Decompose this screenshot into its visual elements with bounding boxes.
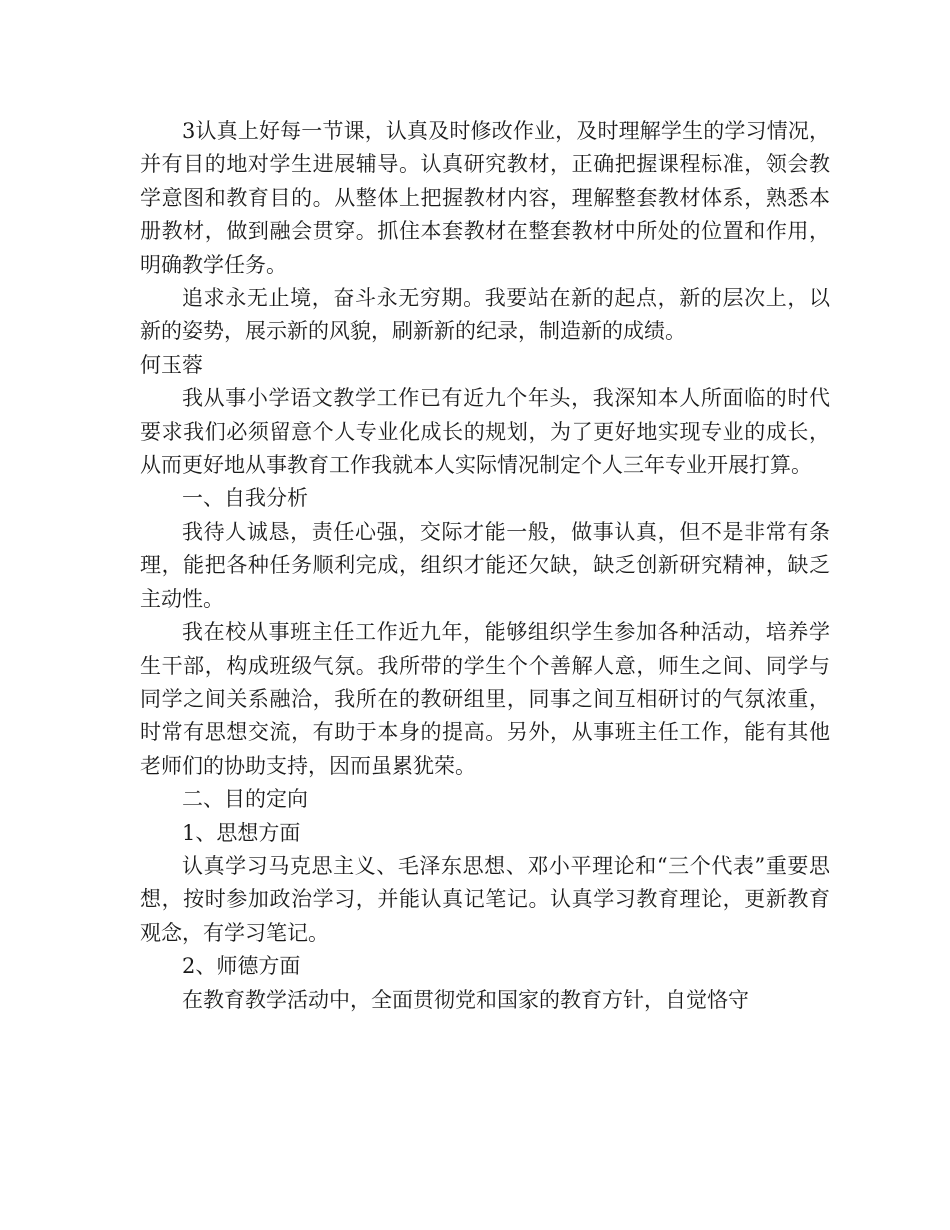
- paragraph-lesson-preparation: 3认真上好每一节课，认真及时修改作业，及时理解学生的学习情况，并有目的地对学生进展辅导。认真研究教材，正确把握课程标准，领会教学意图和教育目的。从整体上把握教材内容，理解整套教材体系，熟悉本册教材，做到融会贯穿。抓住本套教材在整套教材中所处的位置和作用，明确教学任务。: [140, 119, 830, 277]
- heading-teacher-ethics: 2、师德方面: [182, 954, 301, 979]
- paragraph-teacher-ethics: 在教育教学活动中，全面贯彻党和国家的教育方针，自觉恪守: [182, 987, 749, 1012]
- paragraph-personality: 我待人诚恳，责任心强，交际才能一般，做事认真，但不是非常有条理，能把各种任务顺利完成，组织才能还欠缺，缺乏创新研究精神，缺乏主动性。: [140, 519, 830, 611]
- paragraph-introduction: 我从事小学语文教学工作已有近九个年头，我深知本人所面临的时代要求我们必须留意个人专业化成长的规划，为了更好地实现专业的成长，从而更好地从事教育工作我就本人实际情况制定个人三年专业开展打算。: [140, 386, 830, 478]
- paragraph-class-teacher: 我在校从事班主任工作近九年，能够组织学生参加各种活动，培养学生干部，构成班级气氛。我所带的学生个个善解人意，师生之间、同学与同学之间关系融洽，我所在的教研组里，同事之间互相研讨的气氛浓重，时常有思想交流，有助于本身的提高。另外，从事班主任工作，能有其他老师们的协助支持，因而虽累犹荣。: [140, 620, 830, 778]
- paragraph-pursuit: 追求永无止境，奋斗永无穷期。我要站在新的起点，新的层次上，以新的姿势，展示新的风貌，刷新新的纪录，制造新的成绩。: [140, 286, 830, 344]
- heading-self-analysis: 一、自我分析: [182, 486, 308, 511]
- author-name: 何玉蓉: [140, 352, 203, 377]
- heading-goal-orientation: 二、目的定向: [182, 787, 308, 812]
- heading-ideology: 1、思想方面: [182, 820, 301, 845]
- paragraph-ideology: 认真学习马克思主义、毛泽东思想、邓小平理论和“三个代表”重要思想，按时参加政治学习，并能认真记笔记。认真学习教育理论，更新教育观念，有学习笔记。: [140, 853, 830, 945]
- document-body: [140, 115, 830, 1017]
